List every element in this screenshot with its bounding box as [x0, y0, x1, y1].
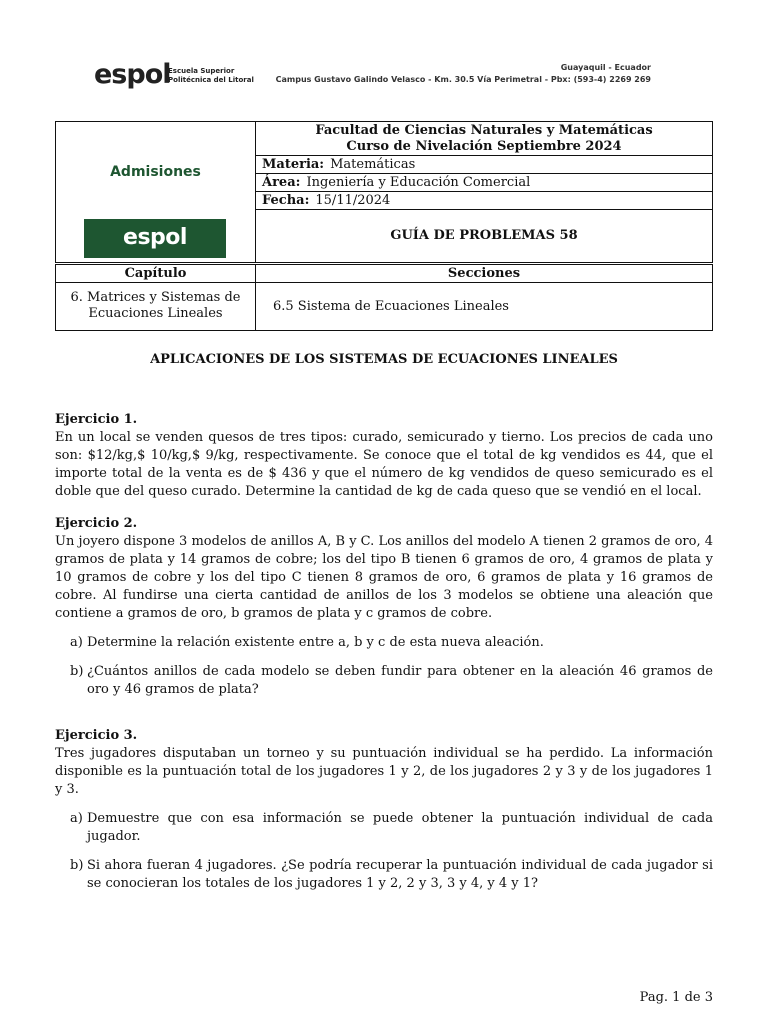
espol-banner-logo: espol	[84, 219, 226, 258]
header-address	[276, 62, 651, 86]
list-item	[55, 663, 713, 699]
exercise-3-title: Ejercicio 3.	[55, 728, 138, 743]
section-value: 6.5 Sistema de Ecuaciones Lineales	[255, 282, 713, 331]
logo-subtitle-line-2: Politécnica del Litoral	[168, 76, 254, 84]
logo-subtitle-line-1: Escuela Superior	[168, 67, 235, 75]
logo-subtitle	[168, 67, 254, 85]
list-item	[55, 810, 713, 846]
materia-label: Materia:	[262, 157, 325, 172]
faculty-course-cell	[255, 121, 713, 156]
exercise-1-text: En un local se venden quesos de tres tipos: curado, semicurado y tierno. Los precios de cada uno son: $12/kg,$ 10/kg,$ 9/kg, respectivamente. Se conoce que el total de kg vendidos es 44, que el importe total de la venta es de $ 436 y que el número de kg vendidos de queso semicurado es el doble que del queso curado. Determine la cantidad de kg de cada queso que se vendió en el local.	[55, 430, 713, 499]
item-label: a)	[70, 811, 83, 826]
fecha-label: Fecha:	[262, 193, 310, 208]
exercise-2-items	[55, 634, 713, 699]
espol-logo: espol	[94, 59, 171, 90]
item-label: b)	[70, 858, 84, 873]
exercise-1-title: Ejercicio 1.	[55, 412, 138, 427]
materia-row	[255, 155, 713, 174]
chapter-header: Capítulo	[55, 264, 256, 283]
area-row	[255, 173, 713, 192]
item-label: b)	[70, 664, 84, 679]
page-number: Pag. 1 de 3	[639, 990, 713, 1005]
chapter-value-line-2: Ecuaciones Lineales	[88, 306, 223, 321]
item-text: ¿Cuántos anillos de cada modelo se deben fundir para obtener en la aleación 46 gramos de oro y 46 gramos de plata?	[87, 664, 713, 697]
admisiones-cell	[55, 121, 256, 263]
admisiones-label: Admisiones	[110, 164, 201, 180]
chapter-value	[55, 282, 256, 331]
chapter-value-line-1: 6. Matrices y Sistemas de	[70, 290, 241, 305]
guide-title: GUÍA DE PROBLEMAS 58	[255, 209, 713, 263]
exercise-3-items	[55, 810, 713, 893]
list-item	[55, 634, 713, 652]
exercise-2-text: Un joyero dispone 3 modelos de anillos A, B y C. Los anillos del modelo A tienen 2 gramos de oro, 4 gramos de plata y 14 gramos de cobre; los del tipo B tienen 6 gramos de oro, 4 gramos de plata y 10 gramos de cobre y los del tipo C tienen 8 gramos de oro, 6 gramos de plata y 16 gramos de cobre. Al fundirse una cierta cantidad de anillos de los 3 modelos se obtiene una aleación que contiene a gramos de oro, b gramos de plata y c gramos de cobre.	[55, 534, 713, 621]
course-name: Curso de Nivelación Septiembre 2024	[346, 139, 622, 154]
item-text: Determine la relación existente entre a, b y c de esta nueva aleación.	[87, 635, 544, 650]
exercise-3-text: Tres jugadores disputaban un torneo y su puntuación individual se ha perdido. La información disponible es la puntuación total de los jugadores 1 y 2, de los jugadores 2 y 3 y de los jugadores 1 y 3.	[55, 746, 713, 797]
fecha-row	[255, 191, 713, 210]
page-title: APLICACIONES DE LOS SISTEMAS DE ECUACIONES LINEALES	[150, 352, 618, 367]
exercise-2-title: Ejercicio 2.	[55, 516, 138, 531]
item-label: a)	[70, 635, 83, 650]
materia-value: Matemáticas	[330, 157, 416, 172]
list-item	[55, 857, 713, 893]
exercises-content	[55, 411, 713, 904]
sections-header: Secciones	[255, 264, 713, 283]
item-text: Si ahora fueran 4 jugadores. ¿Se podría recuperar la puntuación individual de cada jugador si se conocieran los totales de los jugadores 1 y 2, 2 y 3, 3 y 4, y 4 y 1?	[87, 858, 713, 891]
area-value: Ingeniería y Educación Comercial	[306, 175, 531, 190]
fecha-value: 15/11/2024	[315, 193, 391, 208]
item-text: Demuestre que con esa información se puede obtener la puntuación individual de cada jugador.	[87, 811, 713, 844]
faculty-name: Facultad de Ciencias Naturales y Matemáticas	[315, 123, 653, 138]
area-label: Área:	[262, 175, 301, 190]
header-campus: Campus Gustavo Galindo Velasco - Km. 30.5 Vía Perimetral - Pbx: (593-4) 2269 269	[275, 75, 651, 84]
header-location: Guayaquil - Ecuador	[560, 63, 651, 72]
